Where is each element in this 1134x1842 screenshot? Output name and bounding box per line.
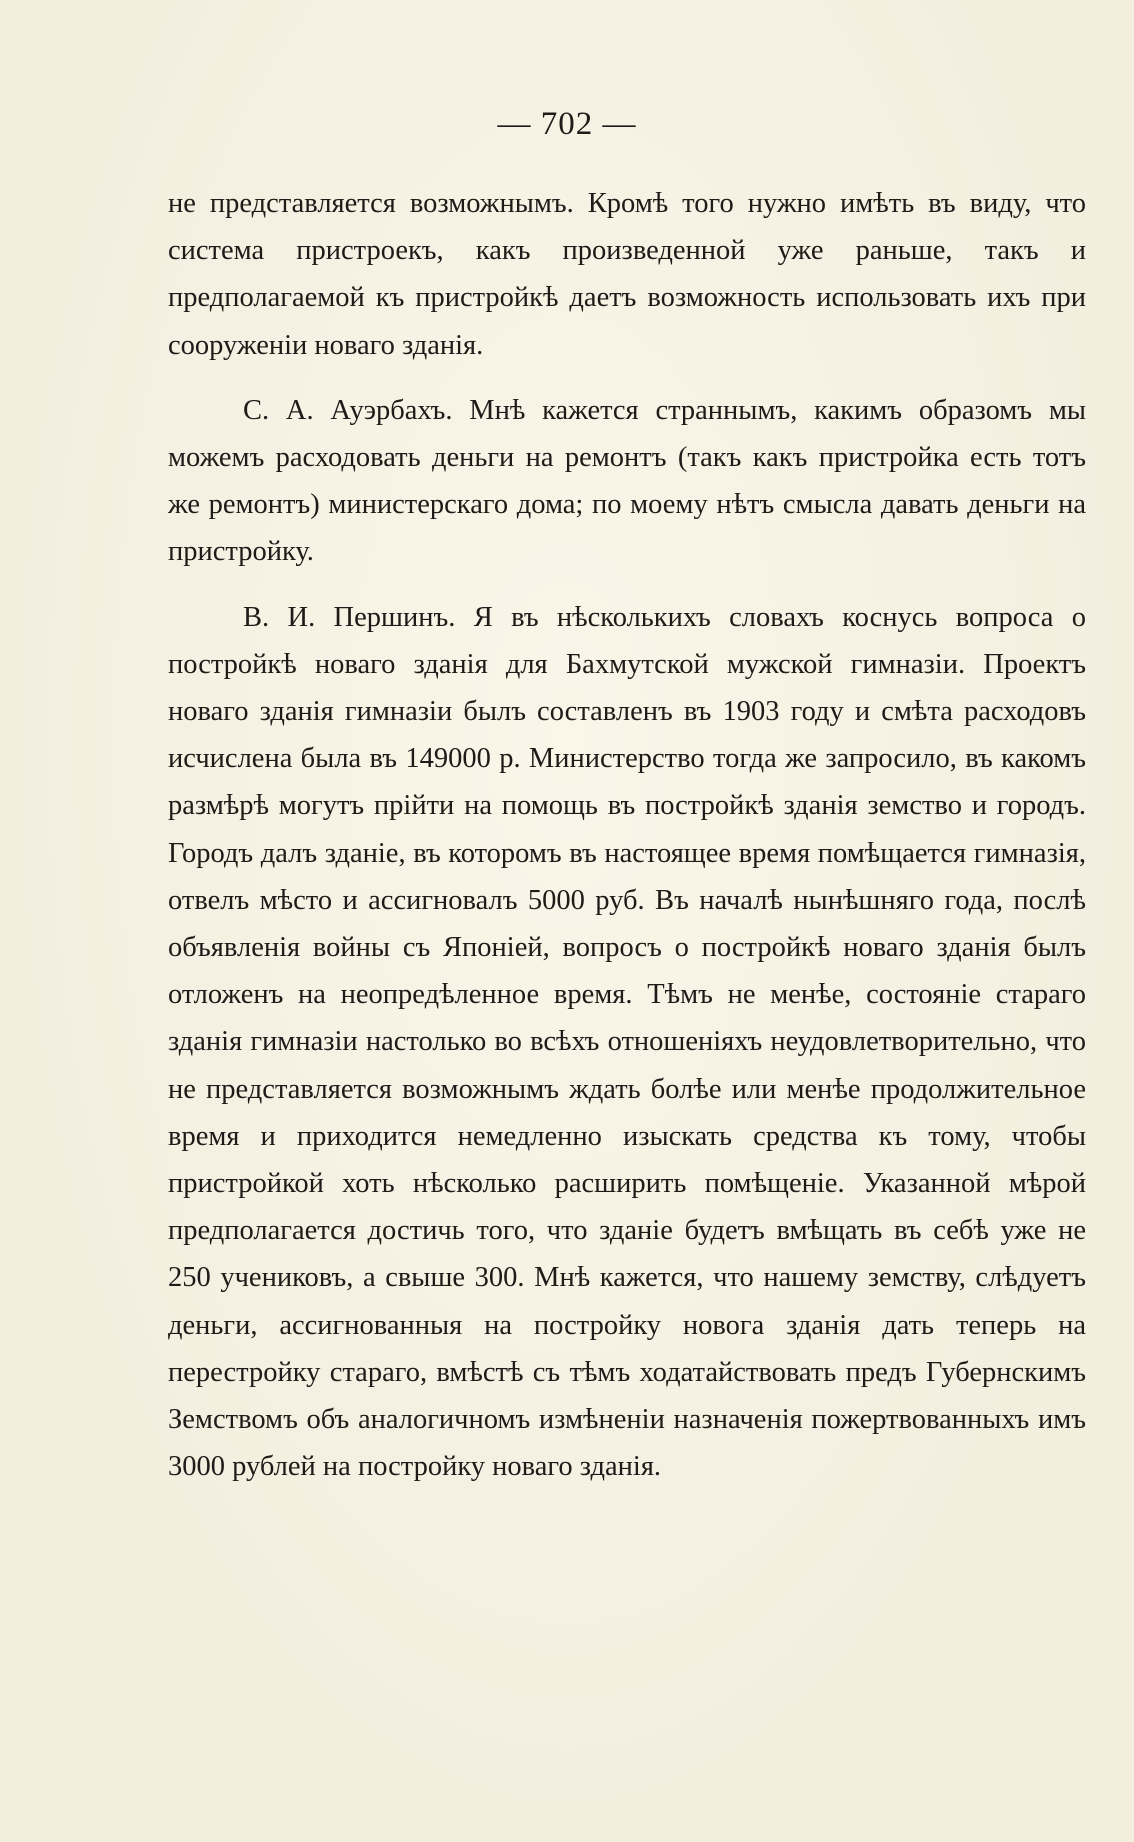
paragraph-pershin: В. И. Першинъ. Я въ нѣсколькихъ словахъ коснусь вопроса о постройкѣ новаго зданія для Бахмутской мужской гимназіи. Проектъ новаго зданія гимназіи былъ составленъ въ 1903 году и смѣта расходовъ исчислена была въ 149000 р. Министерство тогда же запросило, въ какомъ размѣрѣ могутъ прійти на помощь въ постройкѣ зданія земство и городъ. Городъ далъ зданіе, въ которомъ въ настоящее время помѣщается гимназія, отвелъ мѣсто и ассигновалъ 5000 руб. Въ началѣ нынѣшняго года, послѣ объявленія войны съ Японіей, вопросъ о постройкѣ новаго зданія былъ отложенъ на неопредѣленное время. Тѣмъ не менѣе, состояніе стараго зданія гимназіи настолько во всѣхъ отношеніяхъ неудовлетворительно, что не представляется возможнымъ ждать болѣе или менѣе продолжительное время и приходится немедленно изыскать средства къ тому, чтобы пристройкой хоть нѣсколько расширить помѣщеніе. Указанной мѣрой предполагается достичь того, что зданіе будетъ вмѣщать въ себѣ уже не 250 учениковъ, а свыше 300. Мнѣ кажется, что нашему земству, слѣдуетъ деньги, ассигнованныя на постройку новога зданія дать теперь на перестройку стараго, вмѣстѣ съ тѣмъ ходатайствовать предъ Губернскимъ Земствомъ объ аналогичномъ измѣненіи назначенія пожертвованныхъ имъ 3000 рублей на постройку новаго зданія. bbox=[168, 601, 1086, 1483]
page-number: — 702 — bbox=[497, 106, 637, 142]
body-text bbox=[168, 180, 1086, 1490]
paragraph-auerbach: С. А. Ауэрбахъ. Мнѣ кажется страннымъ, какимъ образомъ мы можемъ расходовать деньги на ремонтъ (такъ какъ пристройка есть тотъ же ремонтъ) министерскаго дома; по моему нѣтъ смысла давать деньги на пристройку. bbox=[168, 394, 1086, 568]
paragraph-continuation: не представляется возможнымъ. Кромѣ того нужно имѣть въ виду, что система пристроекъ, какъ произведенной уже раньше, такъ и предполагаемой къ пристройкѣ даетъ возможность использовать ихъ при сооруженіи новаго зданія. bbox=[168, 188, 1086, 361]
